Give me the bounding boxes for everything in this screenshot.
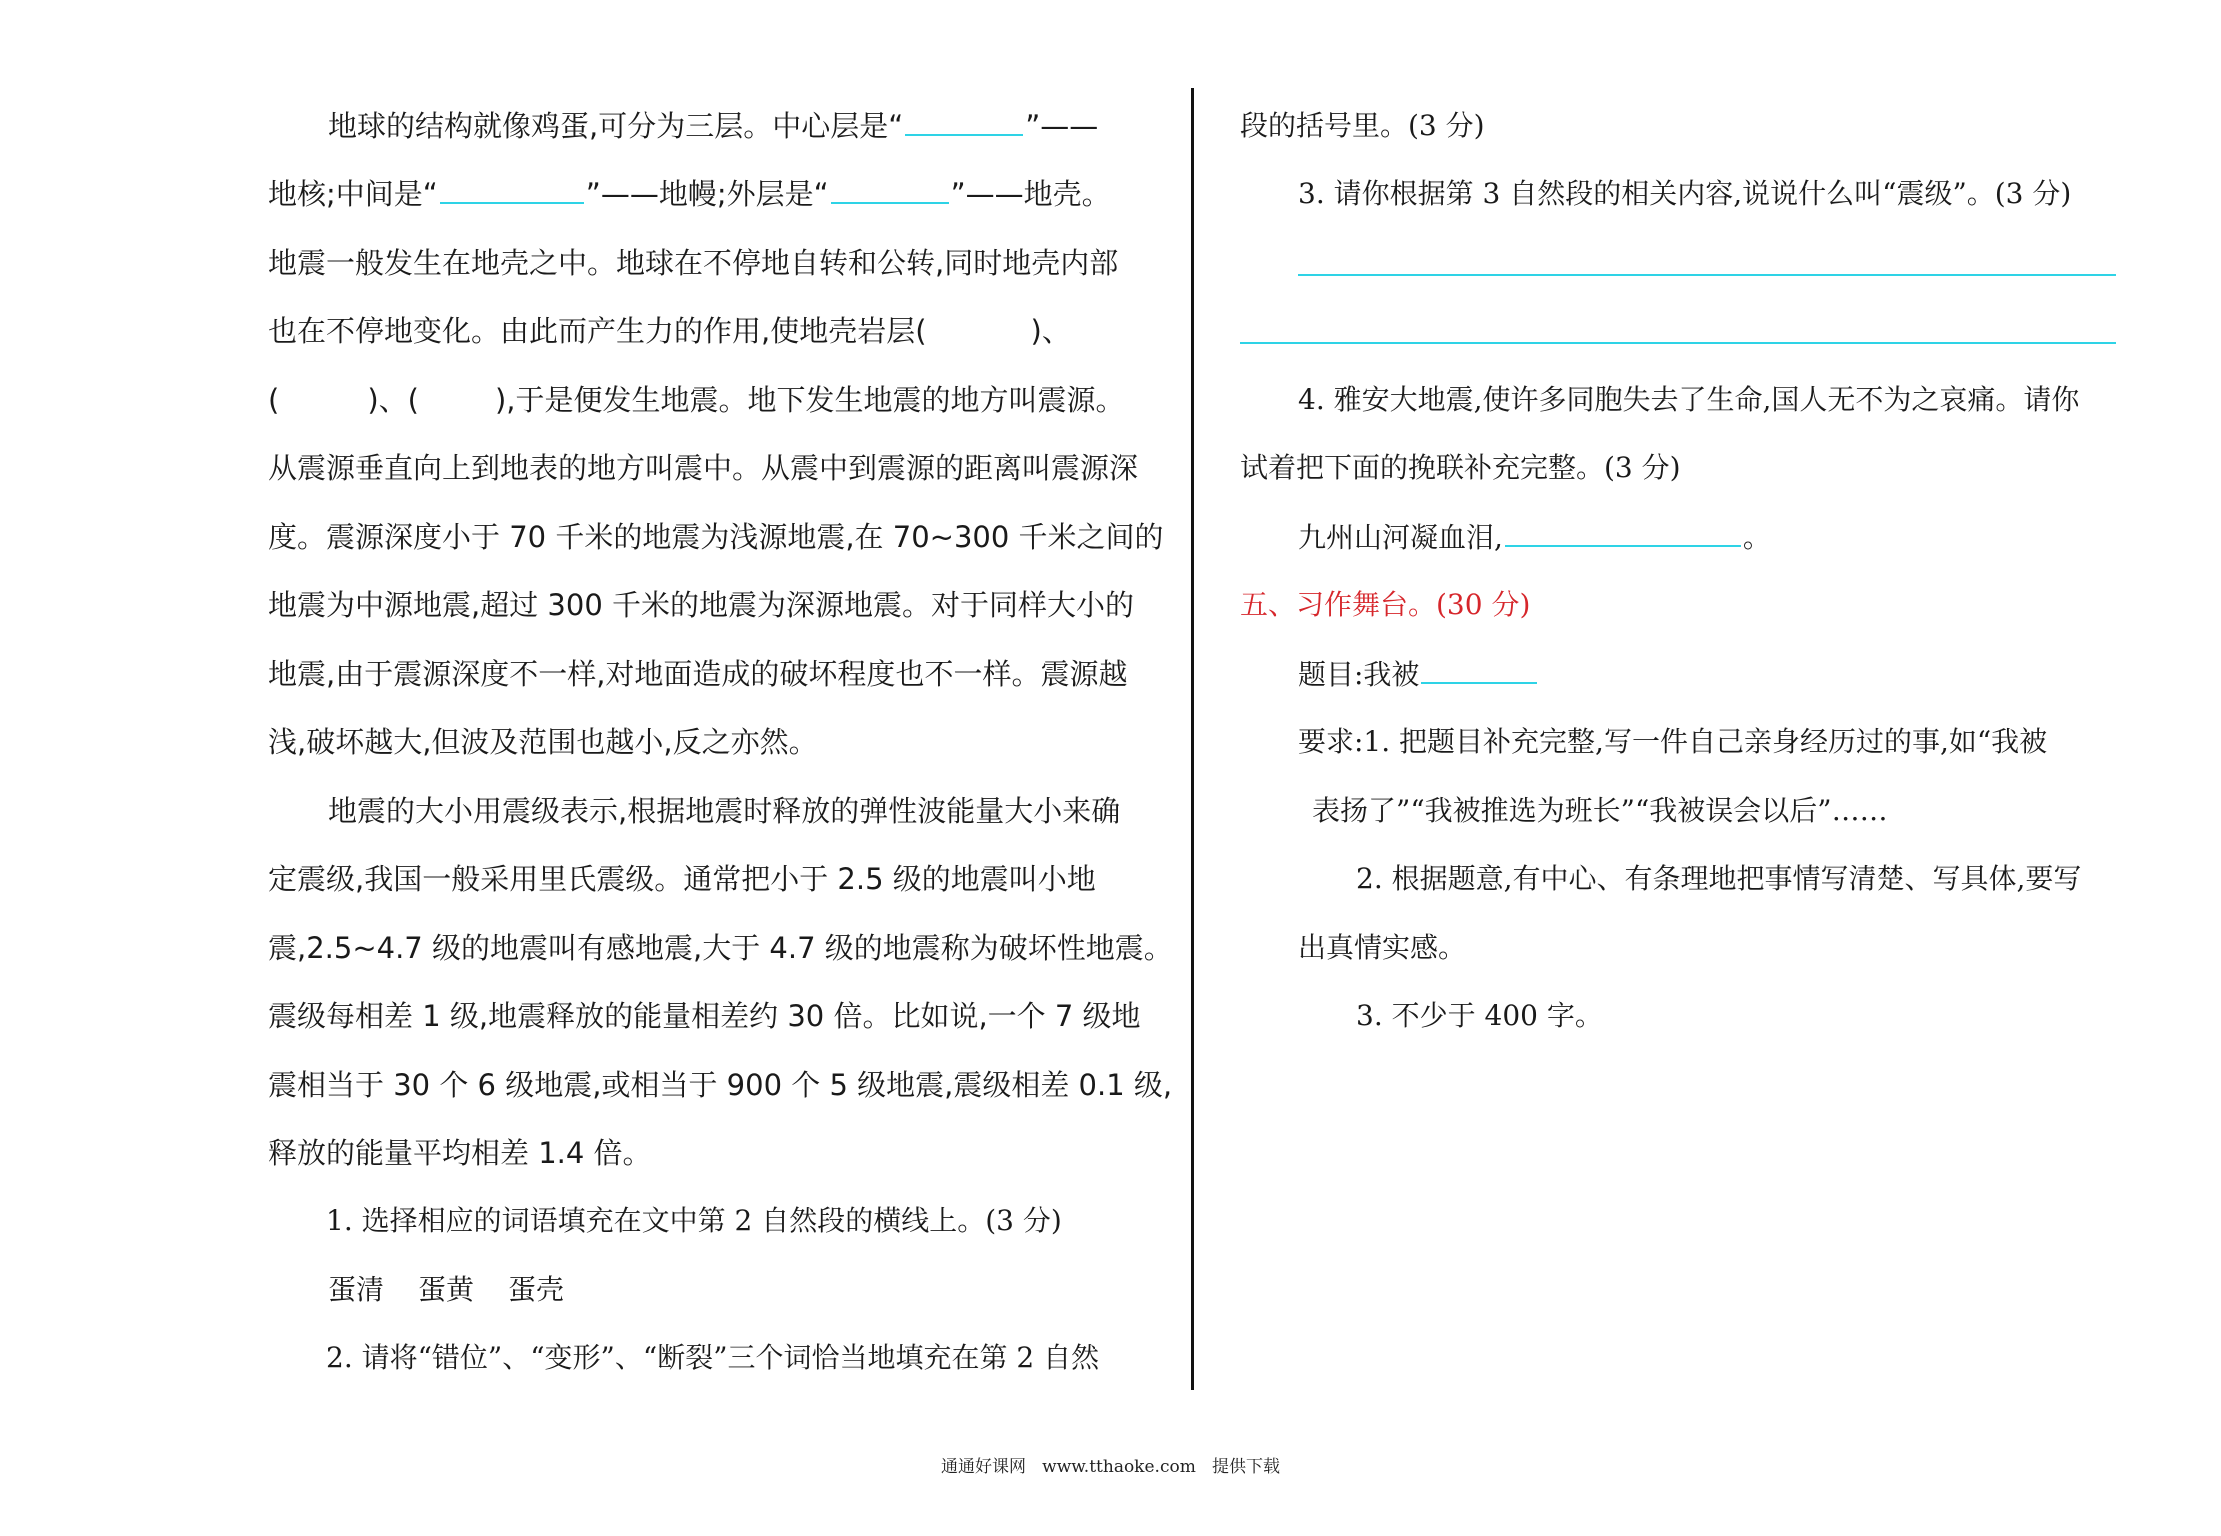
passage-text: 地核;中间是“ [268, 177, 438, 211]
word-option: 蛋清 [328, 1273, 385, 1306]
passage-line: 地震,由于震源深度不一样,对地面造成的破坏程度也不一样。震源越 [268, 657, 1128, 691]
requirement-1-cont: 表扬了”“我被推选为班长”“我被误会以后”…… [1312, 794, 1888, 827]
passage-text: 也在不停地变化。由此而产生力的作用,使地壳岩层( [268, 314, 927, 348]
passage-line: 震级每相差 1 级,地震释放的能量相差约 30 倍。比如说,一个 7 级地 [268, 999, 1141, 1033]
requirement-1: 要求:1. 把题目补充完整,写一件自己亲身经历过的事,如“我被 [1298, 725, 2048, 758]
passage-line [268, 311, 1071, 351]
essay-title-label: 题目:我被 [1298, 658, 1420, 691]
word-options [328, 1270, 564, 1310]
passage-text: )、( [367, 383, 419, 417]
couplet-text: 九州山河凝血泪, [1298, 521, 1503, 554]
passage-text: ( [268, 383, 280, 417]
fill-blank-outer[interactable] [831, 174, 949, 204]
couplet-end: 。 [1742, 521, 1771, 554]
requirement-3: 3. 不少于 400 字。 [1356, 999, 1603, 1032]
passage-line: 定震级,我国一般采用里氏震级。通常把小于 2.5 级的地震叫小地 [268, 862, 1096, 896]
question-4-line-1: 4. 雅安大地震,使许多同胞失去了生命,国人无不为之哀痛。请你 [1298, 383, 2080, 416]
passage-line: 从震源垂直向上到地表的地方叫震中。从震中到震源的距离叫震源深 [268, 451, 1139, 485]
passage-line: 地震为中源地震,超过 300 千米的地震为深源地震。对于同样大小的 [268, 588, 1135, 622]
passage-line: 震相当于 30 个 6 级地震,或相当于 900 个 5 级地震,震级相差 0.1 级, [268, 1068, 1173, 1102]
question-3: 3. 请你根据第 3 自然段的相关内容,说说什么叫“震级”。(3 分) [1298, 177, 2072, 210]
fill-blank-center[interactable] [905, 106, 1023, 136]
fill-blank-middle[interactable] [440, 174, 584, 204]
word-option: 蛋壳 [508, 1273, 565, 1306]
word-option: 蛋黄 [418, 1273, 475, 1306]
passage-line: 浅,破坏越大,但波及范围也越小,反之亦然。 [268, 725, 818, 759]
question-1: 1. 选择相应的词语填充在文中第 2 自然段的横线上。(3 分) [326, 1204, 1062, 1237]
couplet-blank[interactable] [1505, 517, 1741, 547]
question-4-line-2: 试着把下面的挽联补充完整。(3 分) [1240, 451, 1681, 484]
answer-line[interactable] [1298, 274, 2116, 276]
passage-text: ),于是便发生地震。地下发生地震的地方叫震源。 [494, 383, 1125, 417]
passage-line: 度。震源深度小于 70 千米的地震为浅源地震,在 70~300 千米之间的 [268, 520, 1164, 554]
passage-text: ”—— [1025, 109, 1099, 143]
column-divider [1191, 88, 1194, 1390]
passage-line: 地震一般发生在地壳之中。地球在不停地自转和公转,同时地壳内部 [268, 246, 1119, 280]
passage-line [328, 106, 1098, 146]
passage-text: 地球的结构就像鸡蛋,可分为三层。中心层是“ [328, 109, 904, 143]
question-2-line-1: 2. 请将“错位”、“变形”、“断裂”三个词恰当地填充在第 2 自然 [326, 1341, 1100, 1374]
passage-line: 释放的能量平均相差 1.4 倍。 [268, 1136, 652, 1170]
requirement-2-cont: 出真情实感。 [1298, 931, 1467, 964]
passage-text: )、 [1030, 314, 1071, 348]
requirement-2: 2. 根据题意,有中心、有条理地把事情写清楚、写具体,要写 [1356, 862, 2082, 895]
passage-text: ”——地壳。 [950, 177, 1111, 211]
essay-title-blank[interactable] [1421, 654, 1537, 684]
passage-line [268, 174, 1111, 214]
passage-line [268, 380, 1125, 420]
page-footer: 通通好课网 www.tthaoke.com 提供下载 [940, 1457, 1281, 1477]
question-2-line-2: 段的括号里。(3 分) [1240, 109, 1485, 142]
section-5-heading: 五、习作舞台。(30 分) [1240, 588, 1531, 621]
answer-line[interactable] [1240, 342, 2116, 344]
passage-line: 地震的大小用震级表示,根据地震时释放的弹性波能量大小来确 [328, 794, 1121, 828]
essay-title-line [1298, 654, 1539, 695]
passage-text: ”——地幔;外层是“ [585, 177, 829, 211]
passage-line: 震,2.5~4.7 级的地震叫有感地震,大于 4.7 级的地震称为破坏性地震。 [268, 931, 1173, 965]
couplet-line [1298, 517, 1771, 558]
